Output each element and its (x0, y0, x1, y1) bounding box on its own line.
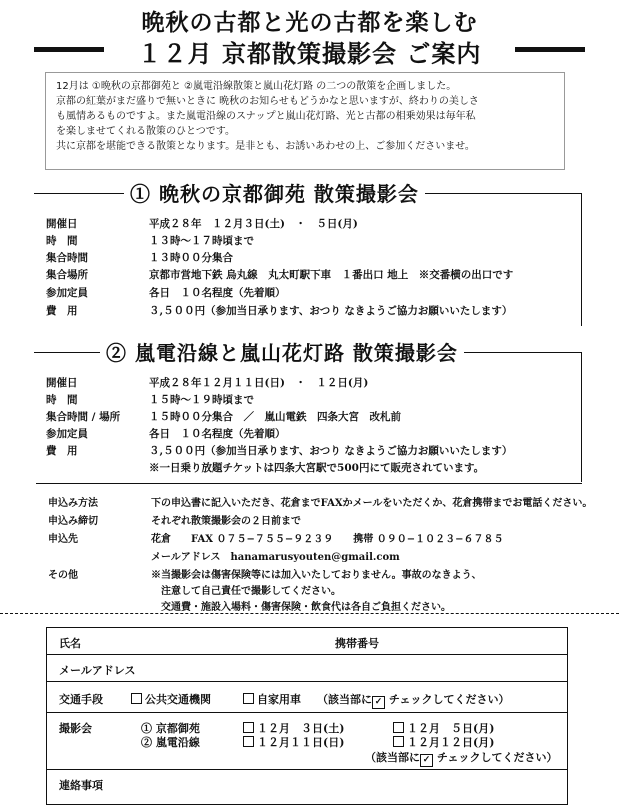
form-row-name (47, 628, 567, 655)
session2-name: ② 嵐電沿線 (141, 736, 200, 749)
app-method-value: 下の申込書に記入いただき、花倉までFAXかメールをいただくか、花倉携帯までお電話ください。 (151, 498, 593, 509)
session2-date1-option[interactable] (243, 734, 344, 750)
checkbox-icon[interactable] (243, 693, 254, 704)
form-row-session (47, 713, 567, 770)
s2-date1-label: １２月１１日(日) (257, 736, 345, 749)
app-other-label: その他 (48, 570, 78, 581)
form-row-remarks[interactable] (47, 770, 567, 804)
event1-meet-time-label: 集合時間 (46, 252, 88, 264)
app-deadline-label: 申込み締切 (48, 516, 98, 527)
event2-date-value: 平成２８年１２月１１日(日) ・ １２日(月) (149, 377, 369, 389)
event2-title: ② 嵐電沿線と嵐山花灯路 散策撮影会 (100, 337, 464, 366)
app-contact-value: 花倉 FAX ０７５−７５５−９２３９ 携帯 ０９０−１０２３−６７８５ (151, 534, 504, 545)
event2-time-value: １５時～１９時頃まで (149, 394, 254, 406)
transport-car-option[interactable] (243, 691, 301, 707)
name-label: 氏名 (59, 637, 81, 650)
form-row-email (47, 655, 567, 682)
check-note-pre: （該当部に (317, 693, 372, 706)
check-note-pre: （該当部に (365, 751, 420, 764)
check-note-post: チェックしてください） (436, 751, 558, 764)
app-email-value: メールアドレス hanamarusyouten@gmail.com (151, 552, 400, 563)
event2-time-label: 時 間 (46, 394, 78, 406)
event2-fee-label: 費 用 (46, 445, 78, 457)
check-mark-icon: ✓ (420, 754, 433, 767)
event1-capacity-label: 参加定員 (46, 287, 88, 299)
session-label: 撮影会 (59, 722, 92, 735)
session-check-note (365, 749, 558, 767)
transport-public-option[interactable] (131, 691, 211, 707)
app-other-value: ※当撮影会は傷害保険等には加入いたしておりません。事故のなきよう、 (151, 570, 482, 581)
intro-line: 12月は ①晩秋の京都御苑と ②嵐電沿線散策と嵐山花灯路 の二つの散策を企画しました。 (56, 81, 457, 92)
event2-capacity-label: 参加定員 (46, 428, 88, 440)
transport-label: 交通手段 (59, 693, 103, 706)
checkbox-icon[interactable] (131, 693, 142, 704)
checkbox-icon[interactable] (243, 722, 254, 733)
s1-date1-label: １２月 ３日(土) (257, 722, 345, 735)
event2-meet-label: 集合時間 / 場所 (46, 411, 121, 423)
phone-label: 携帯番号 (335, 637, 379, 650)
event2-fee-value: ３,５００円（参加当日承ります、おつり なきようご協力お願いいたします） (149, 445, 513, 457)
email-label: メールアドレス (59, 664, 136, 677)
event1-title: ① 晩秋の京都御苑 散策撮影会 (124, 178, 425, 207)
event1-fee-value: ３,５００円（参加当日承ります、おつり なきようご協力お願いいたします） (149, 305, 513, 317)
session1-name: ① 京都御苑 (141, 722, 200, 735)
event2-date-label: 開催日 (46, 377, 78, 389)
event1-date-label: 開催日 (46, 218, 78, 230)
checkbox-icon[interactable] (393, 736, 404, 747)
intro-line: も風情あるものですよ。また嵐電沿線のスナップと嵐山花灯路、光と古都の相乗効果は毎年私 (56, 111, 476, 122)
headline-main (0, 34, 619, 68)
headline-top: 晩秋の古都と光の古都を楽しむ (141, 9, 478, 36)
checkbox-icon[interactable] (393, 722, 404, 733)
event1-capacity-value: 各日 １０名程度（先着順） (149, 287, 286, 299)
intro-line: を楽しませてくれる散策のひとつです。 (56, 126, 235, 137)
event2-meet-value: １５時００分集合 ／ 嵐山電鉄 四条大宮 改札前 (149, 411, 401, 423)
intro-line: 共に京都を堪能できる散策となります。是非とも、お誘いあわせの上、ご参加くださいませ。 (56, 141, 475, 152)
checkbox-icon[interactable] (243, 736, 254, 747)
transport-car-label: 自家用車 (257, 693, 301, 706)
check-note-post: チェックしてください） (388, 693, 510, 706)
event1-meet-place-value: 京都市営地下鉄 烏丸線 丸太町駅下車 １番出口 地上 ※交番横の出口です (149, 269, 514, 281)
event2-note-value: ※一日乗り放題チケットは四条大宮駅で500円にて販売されています。 (149, 462, 485, 474)
form-row-transport (47, 682, 567, 713)
application-form (46, 627, 568, 805)
event1-fee-label: 費 用 (46, 305, 78, 317)
intro-box (45, 72, 565, 170)
event1-date-value: 平成２８年 １２月３日(土) ・ ５日(月) (149, 218, 358, 230)
app-deadline-value: それぞれ散策撮影会の２日前まで (151, 516, 301, 527)
event1-time-label: 時 間 (46, 235, 78, 247)
cut-line (0, 613, 619, 614)
app-contact-label: 申込先 (48, 534, 78, 545)
event1-time-value: １３時～１７時頃まで (149, 235, 254, 247)
s1-date2-label: １２月 ５日(月) (407, 722, 495, 735)
app-other-value-3: 交通費・施設入場料・傷害保険・飲食代は各自ご負担ください。 (151, 602, 451, 613)
s2-date2-label: １２月１２日(月) (407, 736, 495, 749)
divider (36, 483, 582, 484)
headline-bar-right (515, 47, 585, 52)
remarks-label: 連絡事項 (59, 779, 103, 792)
app-other-value-2: 注意して自己責任で撮影してください。 (151, 586, 341, 597)
transport-public-label: 公共交通機関 (145, 693, 211, 706)
check-mark-icon: ✓ (372, 696, 385, 709)
intro-line: 京都の紅葉がまだ盛りで無いときに 晩秋のお知らせもどうかなと思いますが、終わりの美しさ (56, 96, 479, 107)
session2-date2-option[interactable] (393, 734, 494, 750)
check-note (317, 691, 510, 709)
app-method-label: 申込み方法 (48, 498, 98, 509)
event2-capacity-value: 各日 １０名程度（先着順） (149, 428, 286, 440)
event1-meet-place-label: 集合場所 (46, 269, 88, 281)
headline-main-text: １２月 京都散策撮影会 ご案内 (137, 39, 482, 68)
event1-meet-time-value: １３時００分集合 (149, 252, 233, 264)
